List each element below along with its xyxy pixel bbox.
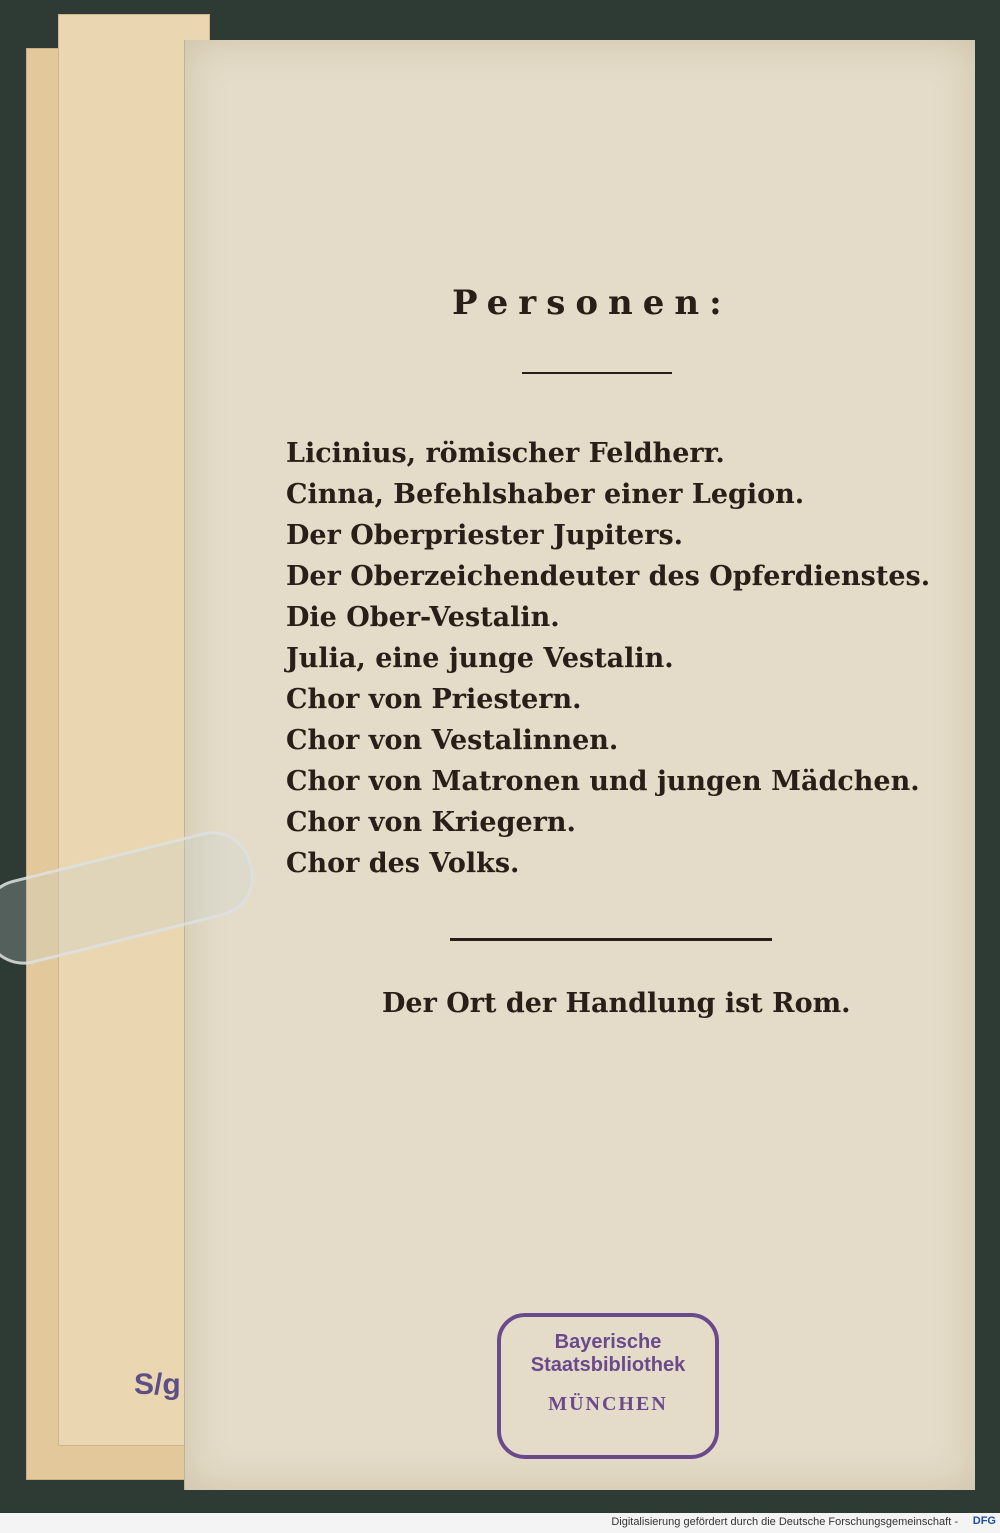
cast-item: Chor von Vestalinnen. — [286, 725, 619, 756]
heading-divider — [522, 372, 672, 374]
dfg-logo-icon[interactable]: DFG — [972, 1515, 996, 1527]
cast-list — [286, 433, 930, 884]
stamp-line-2: Staatsbibliothek — [530, 1354, 686, 1376]
section-divider — [450, 938, 772, 941]
stamp-line-1: Bayerische — [554, 1331, 662, 1353]
cast-item: Chor von Kriegern. — [286, 807, 576, 838]
shelfmark-label: S/g — [134, 1368, 181, 1401]
cast-item: Julia, eine junge Vestalin. — [286, 643, 674, 674]
library-stamp — [497, 1313, 719, 1459]
cast-item: Der Oberzeichendeuter des Opferdienstes. — [286, 561, 931, 592]
cast-item: Cinna, Befehlshaber einer Legion. — [286, 479, 805, 510]
stamp-line-3: MÜNCHEN — [548, 1393, 668, 1415]
page-heading: Personen: — [452, 283, 732, 323]
footer-credit: Digitalisierung gefördert durch die Deutsche Forschungsgemeinschaft - — [611, 1516, 958, 1528]
cast-item: Licinius, römischer Feldherr. — [286, 438, 725, 469]
cast-item: Chor von Priestern. — [286, 684, 582, 715]
cast-item: Chor des Volks. — [286, 848, 520, 879]
footer-bar — [0, 1513, 1000, 1533]
place-of-action: Der Ort der Handlung ist Rom. — [382, 988, 851, 1019]
cast-item: Der Oberpriester Jupiters. — [286, 520, 684, 551]
cast-item: Chor von Matronen und jungen Mädchen. — [286, 766, 920, 797]
cast-item: Die Ober-Vestalin. — [286, 602, 560, 633]
